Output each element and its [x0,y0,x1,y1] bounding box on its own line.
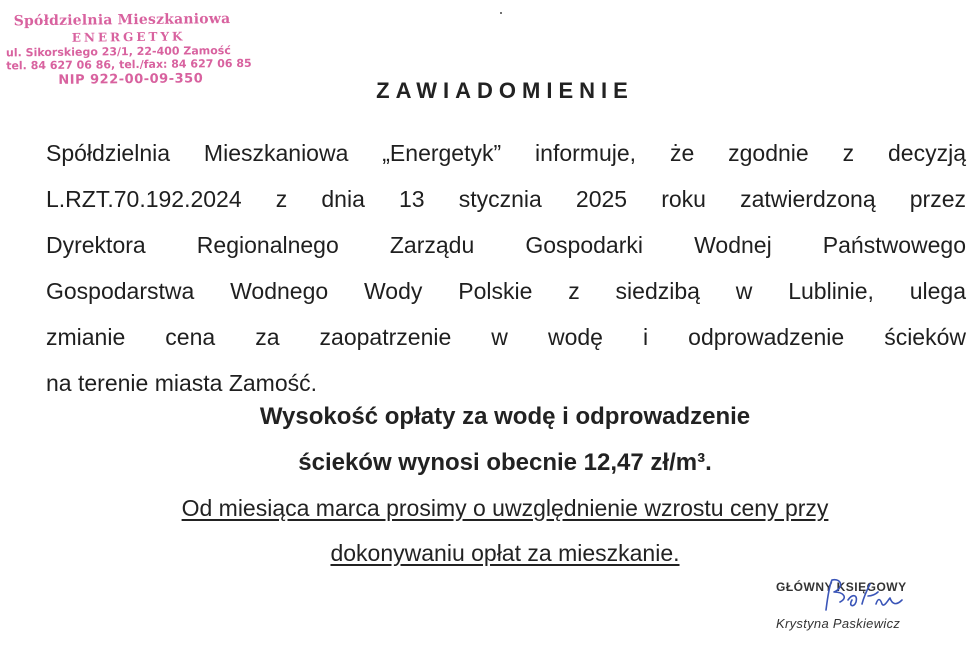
notice-line2: dokonywaniu opłat za mieszkanie. [330,540,680,566]
document-title: ZAWIADOMIENIE [376,78,634,103]
price-highlight [0,394,974,486]
underlined-notice [0,486,974,576]
body-line: zmianie cena za zaopatrzenie w wodę i odprowadzenie ścieków [46,324,966,350]
scan-speck [500,12,502,14]
price-highlight-line1: Wysokość opłaty za wodę i odprowadzenie [259,403,751,430]
handwritten-signature-icon [818,574,908,618]
body-paragraph [46,130,966,406]
stamp-phone: tel. 84 627 06 86, tel./fax: 84 627 06 85 [6,57,252,73]
stamp-address: ul. Sikorskiego 23/1, 22-400 Zamość [5,43,231,59]
body-line: L.RZT.70.192.2024 z dnia 13 stycznia 2025 roku zatwierdzoną przez [46,186,966,212]
price-highlight-line2: ścieków wynosi obecnie 12,47 zł/m³. [298,449,712,476]
signature-block [774,578,964,644]
signature-role: GŁÓWNY KSIĘGOWY [776,580,907,594]
body-line: Spółdzielnia Mieszkaniowa „Energetyk” informuje, że zgodnie z decyzją [46,140,966,166]
body-line: na terenie miasta Zamość. [46,370,318,396]
signature-name: Krystyna Paskiewicz [776,616,901,631]
body-line: Gospodarstwa Wodnego Wody Polskie z siedzibą w Lublinie, ulega [46,278,966,304]
body-line: Dyrektora Regionalnego Zarządu Gospodarki Wodnej Państwowego [46,232,966,258]
stamp-company-brand: ENERGETYK [71,29,186,45]
stamp-nip: NIP 922-00-09-350 [58,71,204,88]
notice-line1: Od miesiąca marca prosimy o uwzględnienie wzrostu ceny przy [181,495,829,521]
stamp-company-name: Spółdzielnia Mieszkaniowa [13,11,231,30]
